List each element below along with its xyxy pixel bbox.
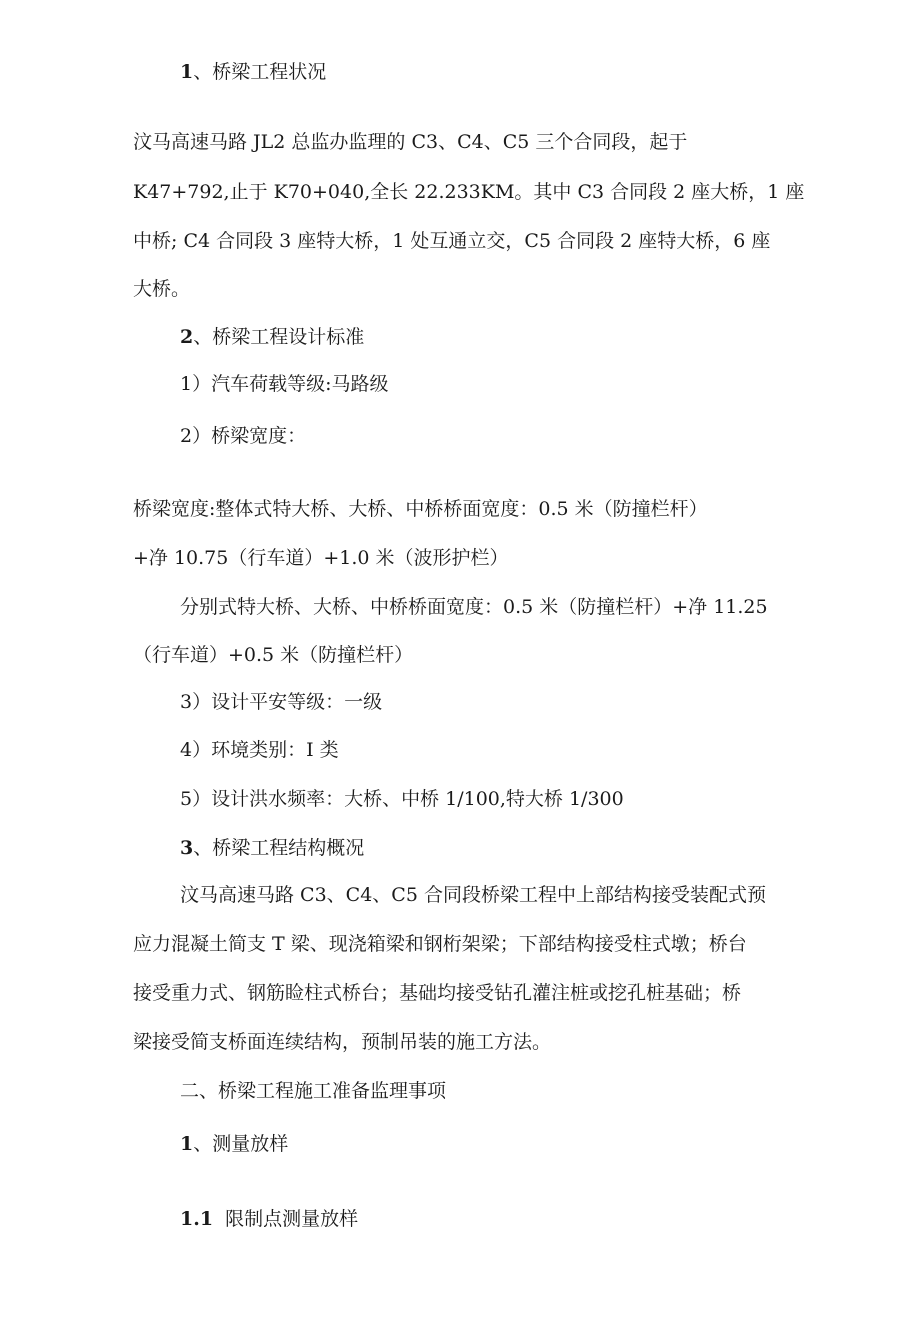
paragraph-line: 汶马高速马路 C3、C4、C5 合同段桥梁工程中上部结构接受装配式预 xyxy=(180,884,766,906)
section-number: 1.1 xyxy=(180,1208,214,1230)
list-item: 4）环境类别：I 类 xyxy=(180,739,339,761)
list-item: 5）设计洪水频率：大桥、中桥 1/100,特大桥 1/300 xyxy=(180,788,624,810)
section-number: 1 xyxy=(180,61,194,83)
list-item: 3）设计平安等级：一级 xyxy=(180,691,383,713)
section-title: 、桥梁工程设计标准 xyxy=(193,326,365,348)
section-number: 3 xyxy=(180,837,194,859)
section-heading-1 xyxy=(180,60,326,84)
paragraph-line: （行车道）+0.5 米（防撞栏杆） xyxy=(133,644,414,666)
paragraph-line: 接受重力式、钢筋睑柱式桥台；基础均接受钻孔灌注桩或挖孔桩基础；桥 xyxy=(133,982,742,1004)
paragraph-line: 应力混凝土简支 T 梁、现浇箱梁和钢桁架梁；下部结构接受柱式墩；桥台 xyxy=(133,933,747,955)
paragraph-line: 大桥。 xyxy=(133,278,191,300)
paragraph-line: 桥梁宽度:整体式特大桥、大桥、中桥桥面宽度：0.5 米（防撞栏杆） xyxy=(133,498,708,520)
paragraph-line: 中桥; C4 合同段 3 座特大桥，1 处互通立交，C5 合同段 2 座特大桥，6 座 xyxy=(133,230,771,252)
section-heading-2 xyxy=(180,325,364,349)
paragraph-line: K47+792,止于 K70+040,全长 22.233KM。其中 C3 合同段 2 座大桥，1 座 xyxy=(133,181,805,203)
paragraph-line: 梁接受简支桥面连续结构，预制吊装的施工方法。 xyxy=(133,1031,552,1053)
section-title: 限制点测量放样 xyxy=(225,1208,359,1230)
section-number: 2 xyxy=(180,326,194,348)
list-item: 1）汽车荷载等级:马路级 xyxy=(180,373,389,395)
section-title: 、测量放样 xyxy=(193,1133,289,1155)
section-heading-survey xyxy=(180,1132,288,1156)
section-heading-control xyxy=(180,1207,358,1231)
section-title: 、桥梁工程结构概况 xyxy=(193,837,365,859)
paragraph-line: 汶马高速马路 JL2 总监办监理的 C3、C4、C5 三个合同段，起于 xyxy=(133,131,688,153)
paragraph-line: 分别式特大桥、大桥、中桥桥面宽度：0.5 米（防撞栏杆）+净 11.25 xyxy=(180,596,768,618)
chapter-heading: 二、桥梁工程施工准备监理事项 xyxy=(180,1080,447,1102)
section-number: 1 xyxy=(180,1133,194,1155)
list-item: 2）桥梁宽度： xyxy=(180,425,307,447)
section-heading-3 xyxy=(180,836,364,860)
paragraph-line: +净 10.75（行车道）+1.0 米（波形护栏） xyxy=(133,547,509,569)
section-title: 、桥梁工程状况 xyxy=(193,61,327,83)
